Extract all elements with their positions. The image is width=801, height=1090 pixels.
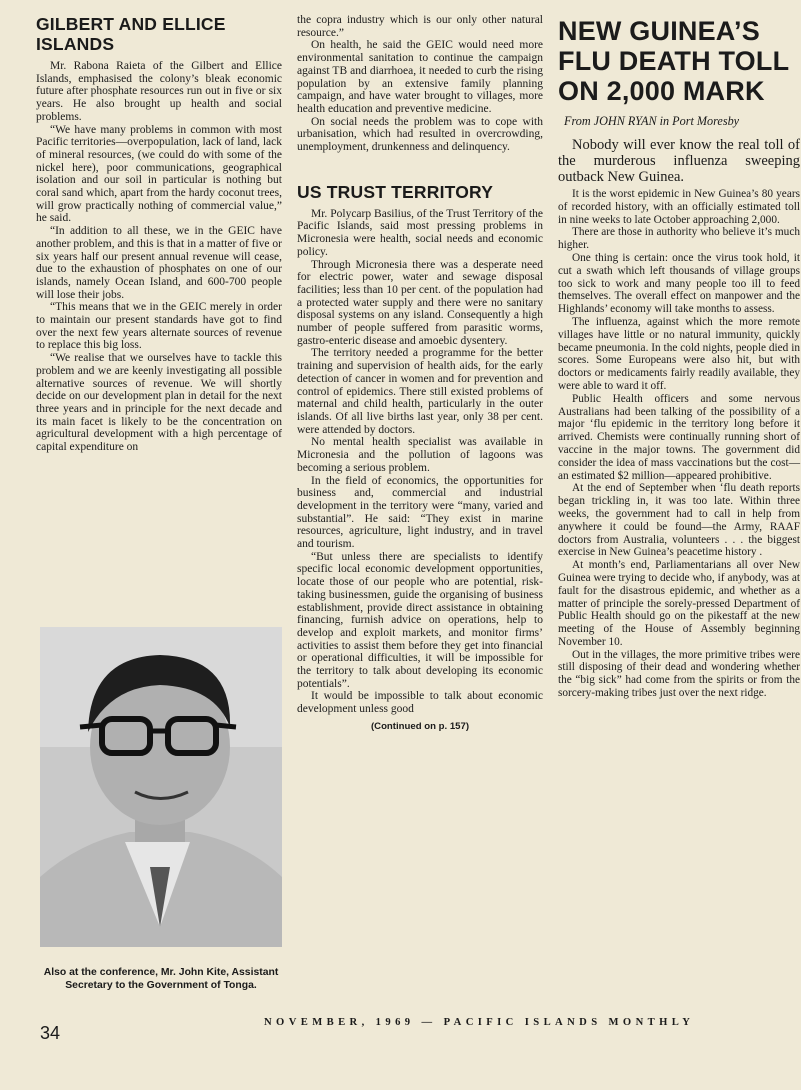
portrait-illustration [40,627,282,947]
paragraph: In the field of economics, the opportunities for business and, commercial and industrial development in the territory were “many, varied and substantial”. He said: “They exist in marine resources, agriculture, light industry, and in travel and tourism. [297,474,543,551]
running-footer: NOVEMBER, 1969 — PACIFIC ISLANDS MONTHLY [264,1017,695,1028]
lead-paragraph: Nobody will ever know the real toll of the murderous influenza sweeping outback New Guinea. [558,137,800,185]
paragraph: On health, he said the GEIC would need more environmental sanitation to continue the campaign against TB and diarrhoea, it needed to curb the rising population by an extensive family planning campaign, and have water brought to villages, more health education and preventive medicine. [297,39,543,115]
paragraph: One thing is certain: once the virus took hold, it cut a swath which left thousands of village groups too sick to work and many people too ill to feed themselves. The overall effect on manpower and the Highlands’ economy will take months to assess. [558,251,800,316]
section-heading-gilbert: GILBERT AND ELLICE ISLANDS [36,14,226,54]
paragraph: On social needs the problem was to cope with urbanisation, which had resulted in overcrowding, unemployment, drunkenness and delinquency. [297,115,543,154]
portrait-photo [40,627,282,947]
byline: From JOHN RYAN in Port Moresby [564,114,740,128]
column-trust [297,14,543,732]
paragraph: “We have many problems in common with most Pacific territories—overpopulation, lack of land, lack of mineral resources, (we could do with some of the nickel here), poor communications, geographical isolation and our soil in particular is nothing but coral sand which, apart from the hardy coconut trees, will grow practically nothing of commercial value,” he said. [36,123,282,225]
paragraph: It is the worst epidemic in New Guinea’s 80 years of recorded history, with an officially estimated toll in nine weeks to late October approaching 2,000. [558,188,800,226]
column-flu [558,14,800,700]
paragraph: Out in the villages, the more primitive tribes were still disposing of their dead and wondering whether the “big sick” had come from the spirits or from the sorcery-making tribes just over the next ridge. [558,648,800,700]
paragraph: “This means that we in the GEIC merely in order to maintain our present standards have got to find over the next few years alternate sources of revenue to replace this big loss. [36,301,282,352]
column-gilbert [36,14,282,454]
paragraph: Public Health officers and some nervous Australians had been talking of the possibility of a major ‘flu epidemic in the territory long before it arrived. Chemists were continually running short of vaccine in the major towns. The government did consider the idea of mass vaccinations but the cost—an estimated $2 million—appeared prohibitive. [558,392,800,482]
paragraph: Mr. Rabona Raieta of the Gilbert and Ellice Islands, emphasised the colony’s bleak economic future after phosphate resources run out in five or six years. He also brought up health and social problems. [36,60,282,123]
paragraph: “In addition to all these, we in the GEIC have another problem, and this is that in a matter of five or six years half our present annual revenue will cease, due to the exhaustion of phosphates on one of our islands, namely Ocean Island, and 600-700 people will lose their jobs. [36,225,282,301]
section-heading-trust: US TRUST TERRITORY [297,181,494,202]
paragraph: Mr. Polycarp Basilius, of the Trust Territory of the Pacific Islands, said most pressing problems in Micronesia were health, social needs and economic policy. [297,207,543,258]
paragraph: Through Micronesia there was a desperate need for electric power, water and sewage disposal facilities; less than 10 per cent. of the population had a protected water supply and there were no sanitary disposal systems on any island. Consequently a high number of people suffered from parasitic worms, gastro-enteric disease and amoebic dysentery. [297,258,543,347]
paragraph: No mental health specialist was available in Micronesia and the pollution of lagoons was becoming a serious problem. [297,436,543,474]
photo-caption: Also at the conference, Mr. John Kite, Assistant Secretary to the Government of Tonga. [43,967,279,991]
paragraph: At the end of September when ‘flu death reports began trickling in, it was too late. Within three weeks, the government had to call in help from anywhere it could be found—the Army, RAAF doctors from Australia, volunteers . . . the biggest exercise in New Guinea’s peacetime history . [558,482,800,559]
paragraph: There are those in authority who believe it’s much higher. [558,226,800,252]
paragraph: At month’s end, Parliamentarians all over New Guinea were trying to decide who, if anybody, was at fault for the disastrous epidemic, and whether as a matter of principle the sorely-pressed Department of Public Health should go on the pikestaff at the new meeting of the House of Assembly beginning November 10. [558,559,800,648]
paragraph: The territory needed a programme for the better training and supervision of health aids, for the early detection of cancer in women and for prevention and control of epidemics. There still existed problems of maternal and child health, particularly in the outer islands. Of all live births last year, only 38 per cent. were attended by doctors. [297,347,543,436]
paragraph: It would be impossible to talk about economic development unless good [297,690,543,716]
page-number: 34 [40,1023,61,1043]
paragraph: The influenza, against which the more remote villages have little or no natural immunity, quickly became pneumonia. In the cold nights, people died in scores. Some Europeans were also hit, but with doctors or medicaments fairly readily available, they were able to ward it off. [558,315,800,392]
paragraph: “We realise that we ourselves have to tackle this problem and we are keenly investigating all possible alternative sources of revenue. We will shortly decide on our development plan in detail for the next three years and in principle for the next decade and its main facet is likely to be the concentration on agricultural development with a high percentage of capital expenditure on [36,352,282,454]
headline-flu: NEW GUINEA’S FLU DEATH TOLL ON 2,000 MARK [558,16,789,106]
continued-note: (Continued on p. 157) [370,720,470,732]
paragraph-continued: the copra industry which is our only other natural resource.” [297,14,543,39]
paragraph: “But unless there are specialists to identify specific local economic development opportunities, locate those of our people who are potential, risk-taking businessmen, guide the organising of business establishment, provide direct assistance in obtaining financing, furnish advice on operations, help to develop and exploit markets, and monitor firms’ activities to assist them before they get into financial or operational difficulties, it will be impossible for the territory to talk about developing its economic potentials”. [297,550,543,690]
